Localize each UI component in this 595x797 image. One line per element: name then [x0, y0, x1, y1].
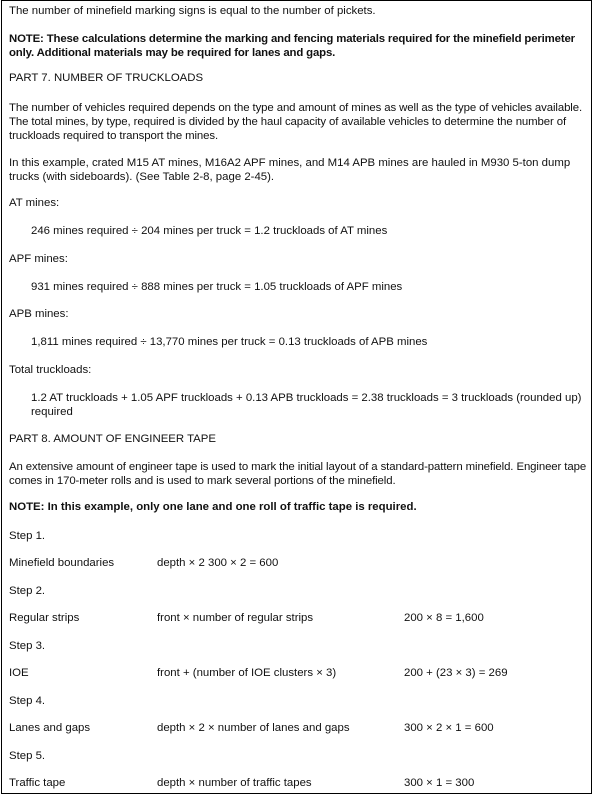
step-1-item: Minefield boundaries — [9, 557, 115, 569]
apf-mines-label: APF mines: — [9, 253, 68, 265]
total-truckloads-calc: 1.2 AT truckloads + 1.05 APF truckloads + 0.13 APB truckloads = 2.38 truckloads = 3 truckloads (rounded up) required — [31, 392, 582, 418]
part7-paragraph-2: In this example, crated M15 AT mines, M16A2 APF mines, and M14 APB mines are hauled in M930 5-ton dump trucks (with sideboards). (See Table 2-8, page 2-45). — [9, 157, 571, 183]
step-1-formula: depth × 2 300 × 2 = 600 — [157, 557, 279, 569]
step-3-result: 200 + (23 × 3) = 269 — [404, 667, 508, 679]
step-2-result: 200 × 8 = 1,600 — [404, 612, 484, 624]
apb-mines-calc: 1,811 mines required ÷ 13,770 mines per truck = 0.13 truckloads of APB mines — [31, 336, 428, 348]
total-truckloads-label: Total truckloads: — [9, 364, 92, 376]
step-1-label: Step 1. — [9, 530, 46, 542]
step-5-item: Traffic tape — [9, 777, 66, 789]
step-2-formula: front × number of regular strips — [157, 612, 314, 624]
step-5-label: Step 5. — [9, 750, 46, 762]
step-4-result: 300 × 2 × 1 = 600 — [404, 722, 494, 734]
at-mines-calc: 246 mines required ÷ 204 mines per truck = 1.2 truckloads of AT mines — [31, 225, 388, 237]
part7-paragraph-1: The number of vehicles required depends on the type and amount of mines as well as the type of vehicles available. The total mines, by type, required is divided by the haul capacity of available vehicles to determine the number of truckloads required to transport the mines. — [9, 102, 583, 142]
step-4-item: Lanes and gaps — [9, 722, 91, 734]
apf-mines-calc: 931 mines required ÷ 888 mines per truck = 1.05 truckloads of APF mines — [31, 281, 403, 293]
step-3-item: IOE — [9, 667, 29, 679]
step-4-label: Step 4. — [9, 695, 46, 707]
intro-text: The number of minefield marking signs is equal to the number of pickets. — [9, 5, 376, 17]
note-traffic-tape: NOTE: In this example, only one lane and one roll of traffic tape is required. — [9, 501, 417, 513]
step-3-formula: front + (number of IOE clusters × 3) — [157, 667, 337, 679]
step-4-formula: depth × 2 × number of lanes and gaps — [157, 722, 350, 734]
at-mines-label: AT mines: — [9, 197, 60, 209]
part8-heading: PART 8. AMOUNT OF ENGINEER TAPE — [9, 433, 216, 445]
part7-heading: PART 7. NUMBER OF TRUCKLOADS — [9, 72, 204, 84]
note-perimeter: NOTE: These calculations determine the marking and fencing materials required for the minefield perimeter only. Additional materials may be required for lanes and gaps. — [9, 33, 575, 59]
step-5-formula: depth × number of traffic tapes — [157, 777, 312, 789]
step-5-result: 300 × 1 = 300 — [404, 777, 475, 789]
part8-paragraph-1: An extensive amount of engineer tape is used to mark the initial layout of a standard-pattern minefield. Engineer tape comes in 170-meter rolls and is used to mark several portions of the minefield. — [9, 461, 587, 487]
step-2-item: Regular strips — [9, 612, 80, 624]
apb-mines-label: APB mines: — [9, 308, 69, 320]
step-3-label: Step 3. — [9, 640, 46, 652]
step-2-label: Step 2. — [9, 585, 46, 597]
